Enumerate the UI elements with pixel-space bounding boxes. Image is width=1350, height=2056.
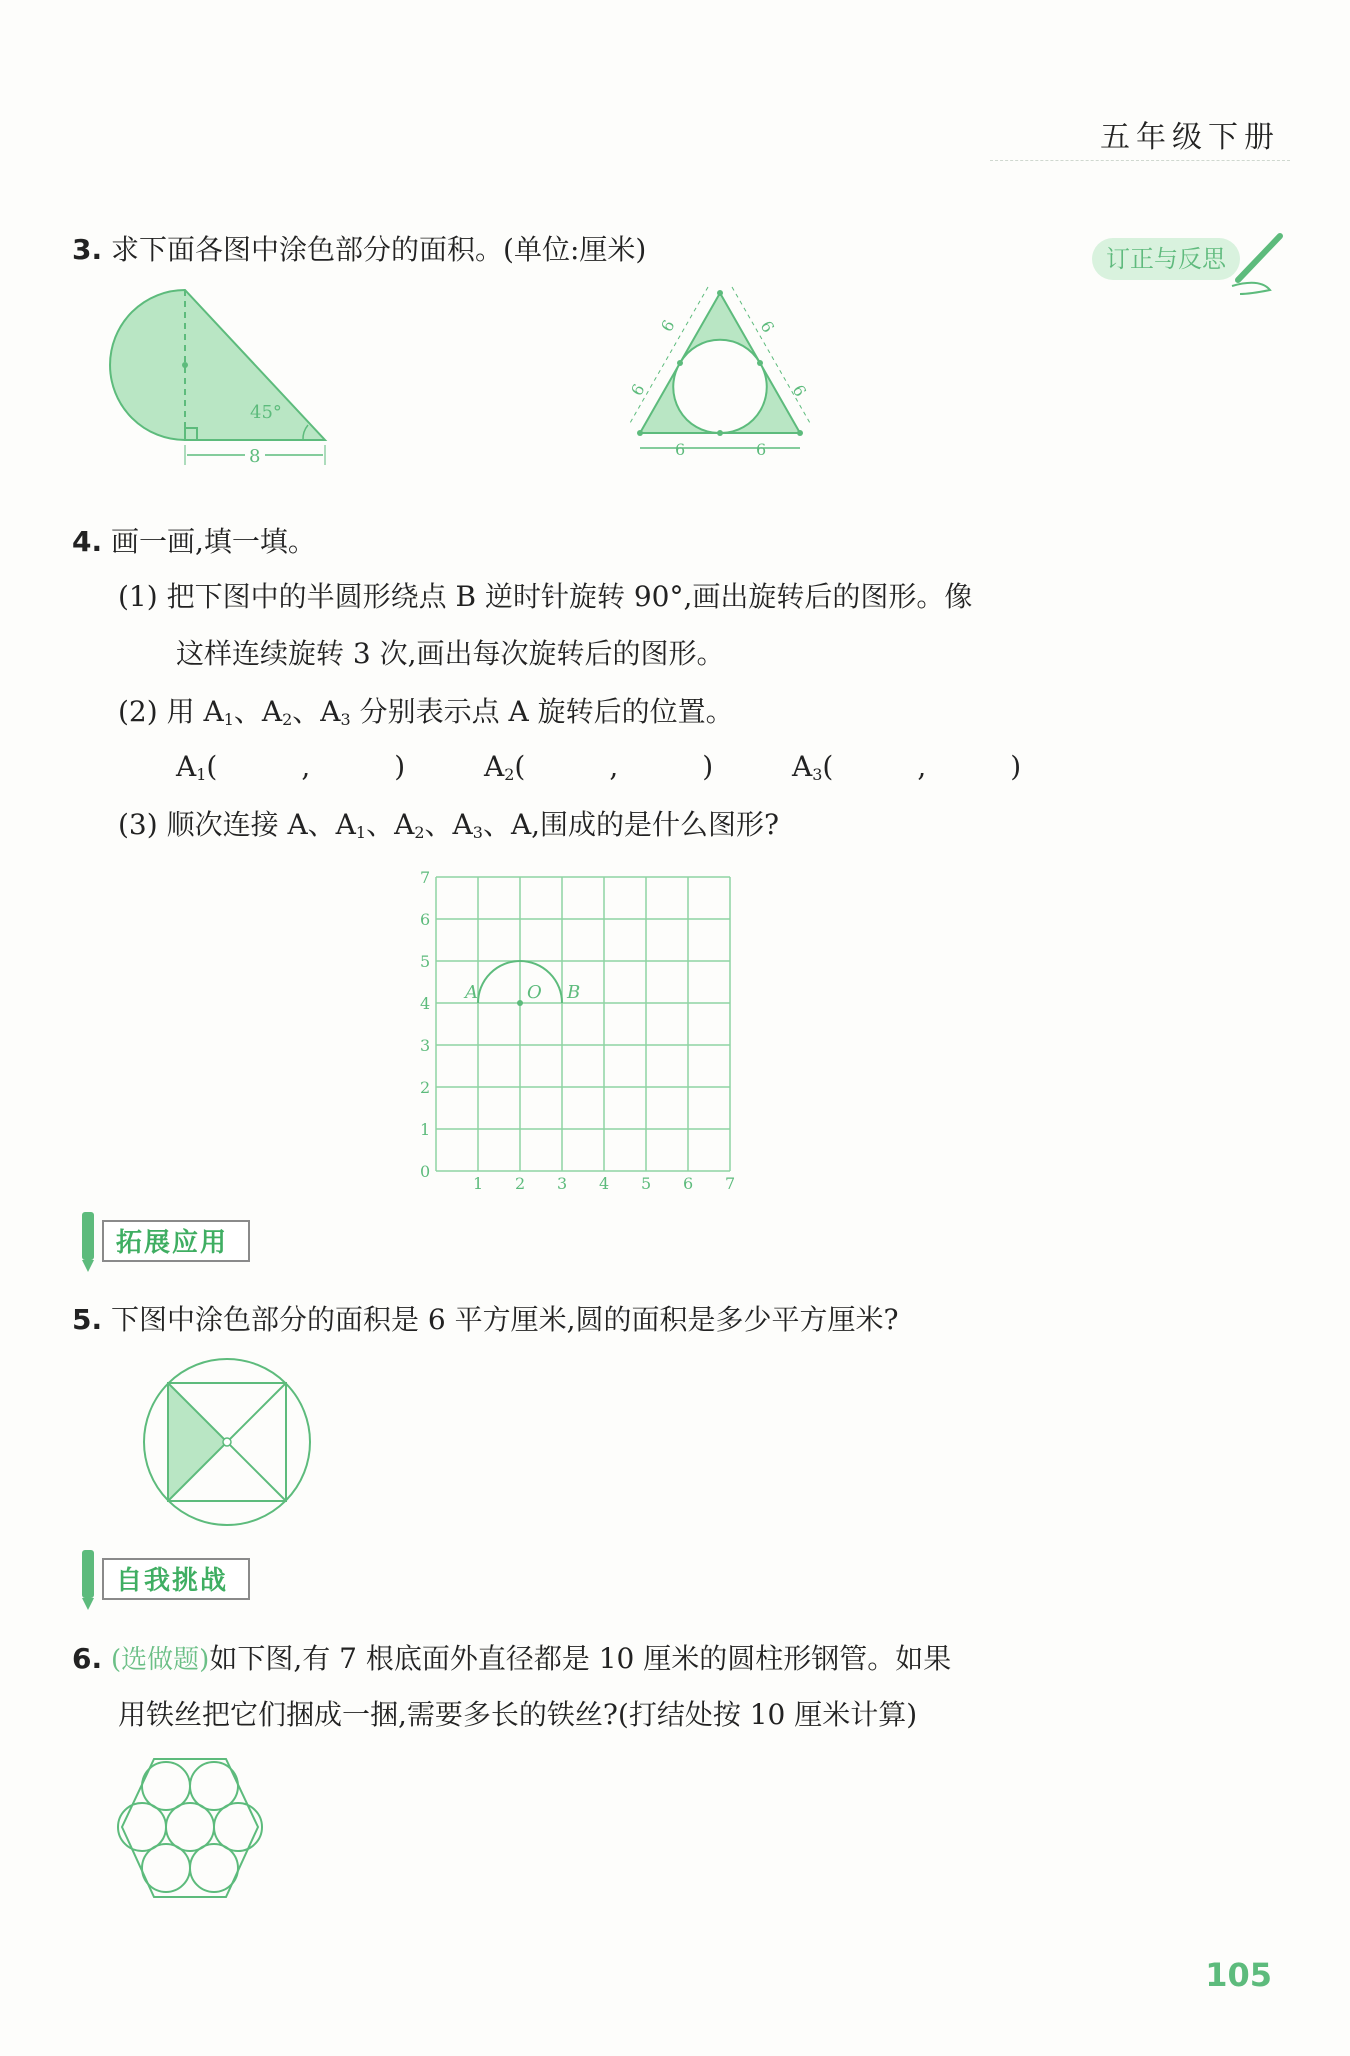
coordinate-grid — [415, 862, 760, 1202]
text: (2) 用 A — [118, 695, 224, 728]
text: 分别表示点 A 旋转后的位置。 — [350, 695, 734, 728]
figure-seven-pipes — [110, 1745, 270, 1915]
pencil-icon — [72, 1210, 102, 1275]
y-tick-label: 1 — [420, 1120, 431, 1139]
y-tick-label: 5 — [420, 952, 431, 971]
answer-blank-a1[interactable] — [176, 745, 405, 785]
section-challenge — [72, 1548, 272, 1608]
question-number: 6. — [72, 1642, 103, 1675]
x-tick-label: 3 — [557, 1174, 568, 1193]
correction-badge — [1080, 228, 1280, 298]
side-label: 6 — [657, 316, 679, 335]
section-title: 自我挑战 — [102, 1558, 250, 1600]
y-tick-label: 6 — [420, 910, 431, 929]
question-3 — [72, 228, 646, 268]
text: 、A — [233, 695, 283, 728]
x-tick-label: 2 — [515, 1174, 526, 1193]
subscript: 3 — [812, 765, 823, 784]
x-tick-label: 5 — [641, 1174, 652, 1193]
subscript: 2 — [282, 710, 293, 729]
x-tick-label: 6 — [683, 1174, 694, 1193]
question-4 — [72, 520, 316, 560]
pencil-icon — [1230, 228, 1290, 298]
question-6-line2: 用铁丝把它们捆成一捆,需要多长的铁丝?(打结处按 10 厘米计算) — [118, 1698, 918, 1731]
figure-circle-square — [140, 1355, 315, 1530]
question-text: 画一画,填一填。 — [111, 525, 316, 558]
blank: ( , ) — [822, 750, 1022, 783]
subscript: 1 — [223, 710, 234, 729]
pencil-icon — [72, 1548, 102, 1613]
blank: ( , ) — [514, 750, 714, 783]
optional-tag: (选做题) — [111, 1645, 210, 1675]
question-number: 3. — [72, 233, 103, 266]
question-number: 5. — [72, 1303, 103, 1336]
x-tick-label: 7 — [725, 1174, 736, 1193]
side-label: 6 — [627, 380, 649, 399]
point-letter: A — [792, 750, 813, 783]
section-title: 拓展应用 — [102, 1220, 250, 1262]
label-o: O — [527, 982, 542, 1003]
x-tick-label: 0 — [420, 1162, 431, 1181]
answer-blank-a3[interactable] — [792, 745, 1021, 785]
text: (3) 顺次连接 A、A — [118, 808, 356, 841]
text: 、A — [424, 808, 473, 841]
answer-blank-a2[interactable] — [484, 745, 713, 785]
x-tick-label: 1 — [473, 1174, 484, 1193]
side-label: 6 — [756, 317, 779, 336]
question-5 — [72, 1298, 899, 1338]
question-text: 求下面各图中涂色部分的面积。(单位:厘米) — [111, 233, 647, 266]
side-label: 6 — [675, 440, 686, 459]
question-number: 4. — [72, 525, 103, 558]
side-label: 6 — [788, 381, 811, 400]
blank: ( , ) — [206, 750, 406, 783]
question-text: 如下图,有 7 根底面外直径都是 10 厘米的圆柱形钢管。如果 — [209, 1642, 952, 1675]
label-a: A — [465, 982, 478, 1003]
y-tick-label: 4 — [420, 994, 431, 1013]
side-label: 6 — [756, 440, 767, 459]
angle-label: 45° — [250, 402, 282, 423]
x-tick-label: 4 — [599, 1174, 610, 1193]
question-text: 下图中涂色部分的面积是 6 平方厘米,圆的面积是多少平方厘米? — [111, 1303, 899, 1336]
figure-semicircle-triangle — [105, 285, 345, 470]
subscript: 2 — [504, 765, 515, 784]
q4-part3 — [118, 803, 779, 843]
text: 、A — [366, 808, 415, 841]
point-letter: A — [176, 750, 197, 783]
text: 、A,围成的是什么图形? — [482, 808, 780, 841]
subscript: 3 — [472, 823, 483, 842]
y-tick-label: 3 — [420, 1036, 431, 1055]
figure-triangle-arcs — [620, 285, 820, 470]
q4-part1-line1: (1) 把下图中的半圆形绕点 B 逆时针旋转 90°,画出旋转后的图形。像 — [118, 580, 973, 613]
correction-label: 订正与反思 — [1092, 238, 1240, 280]
subscript: 3 — [340, 710, 351, 729]
y-tick-label: 2 — [420, 1078, 431, 1097]
text: 、A — [292, 695, 341, 728]
section-extend — [72, 1210, 272, 1270]
page-number: 105 — [1205, 1956, 1272, 1994]
page-header-title: 五年级下册 — [1100, 120, 1280, 155]
question-6 — [72, 1637, 951, 1677]
subscript: 2 — [414, 823, 425, 842]
subscript: 1 — [355, 823, 367, 842]
base-label: 8 — [249, 446, 261, 467]
point-letter: A — [484, 750, 505, 783]
q4-part1-line2: 这样连续旋转 3 次,画出每次旋转后的图形。 — [176, 637, 725, 670]
y-tick-label: 7 — [420, 868, 431, 887]
header-divider — [990, 160, 1290, 161]
q4-part2 — [118, 690, 734, 730]
point-o — [517, 1000, 523, 1006]
label-b: B — [567, 982, 581, 1003]
subscript: 1 — [196, 765, 207, 784]
